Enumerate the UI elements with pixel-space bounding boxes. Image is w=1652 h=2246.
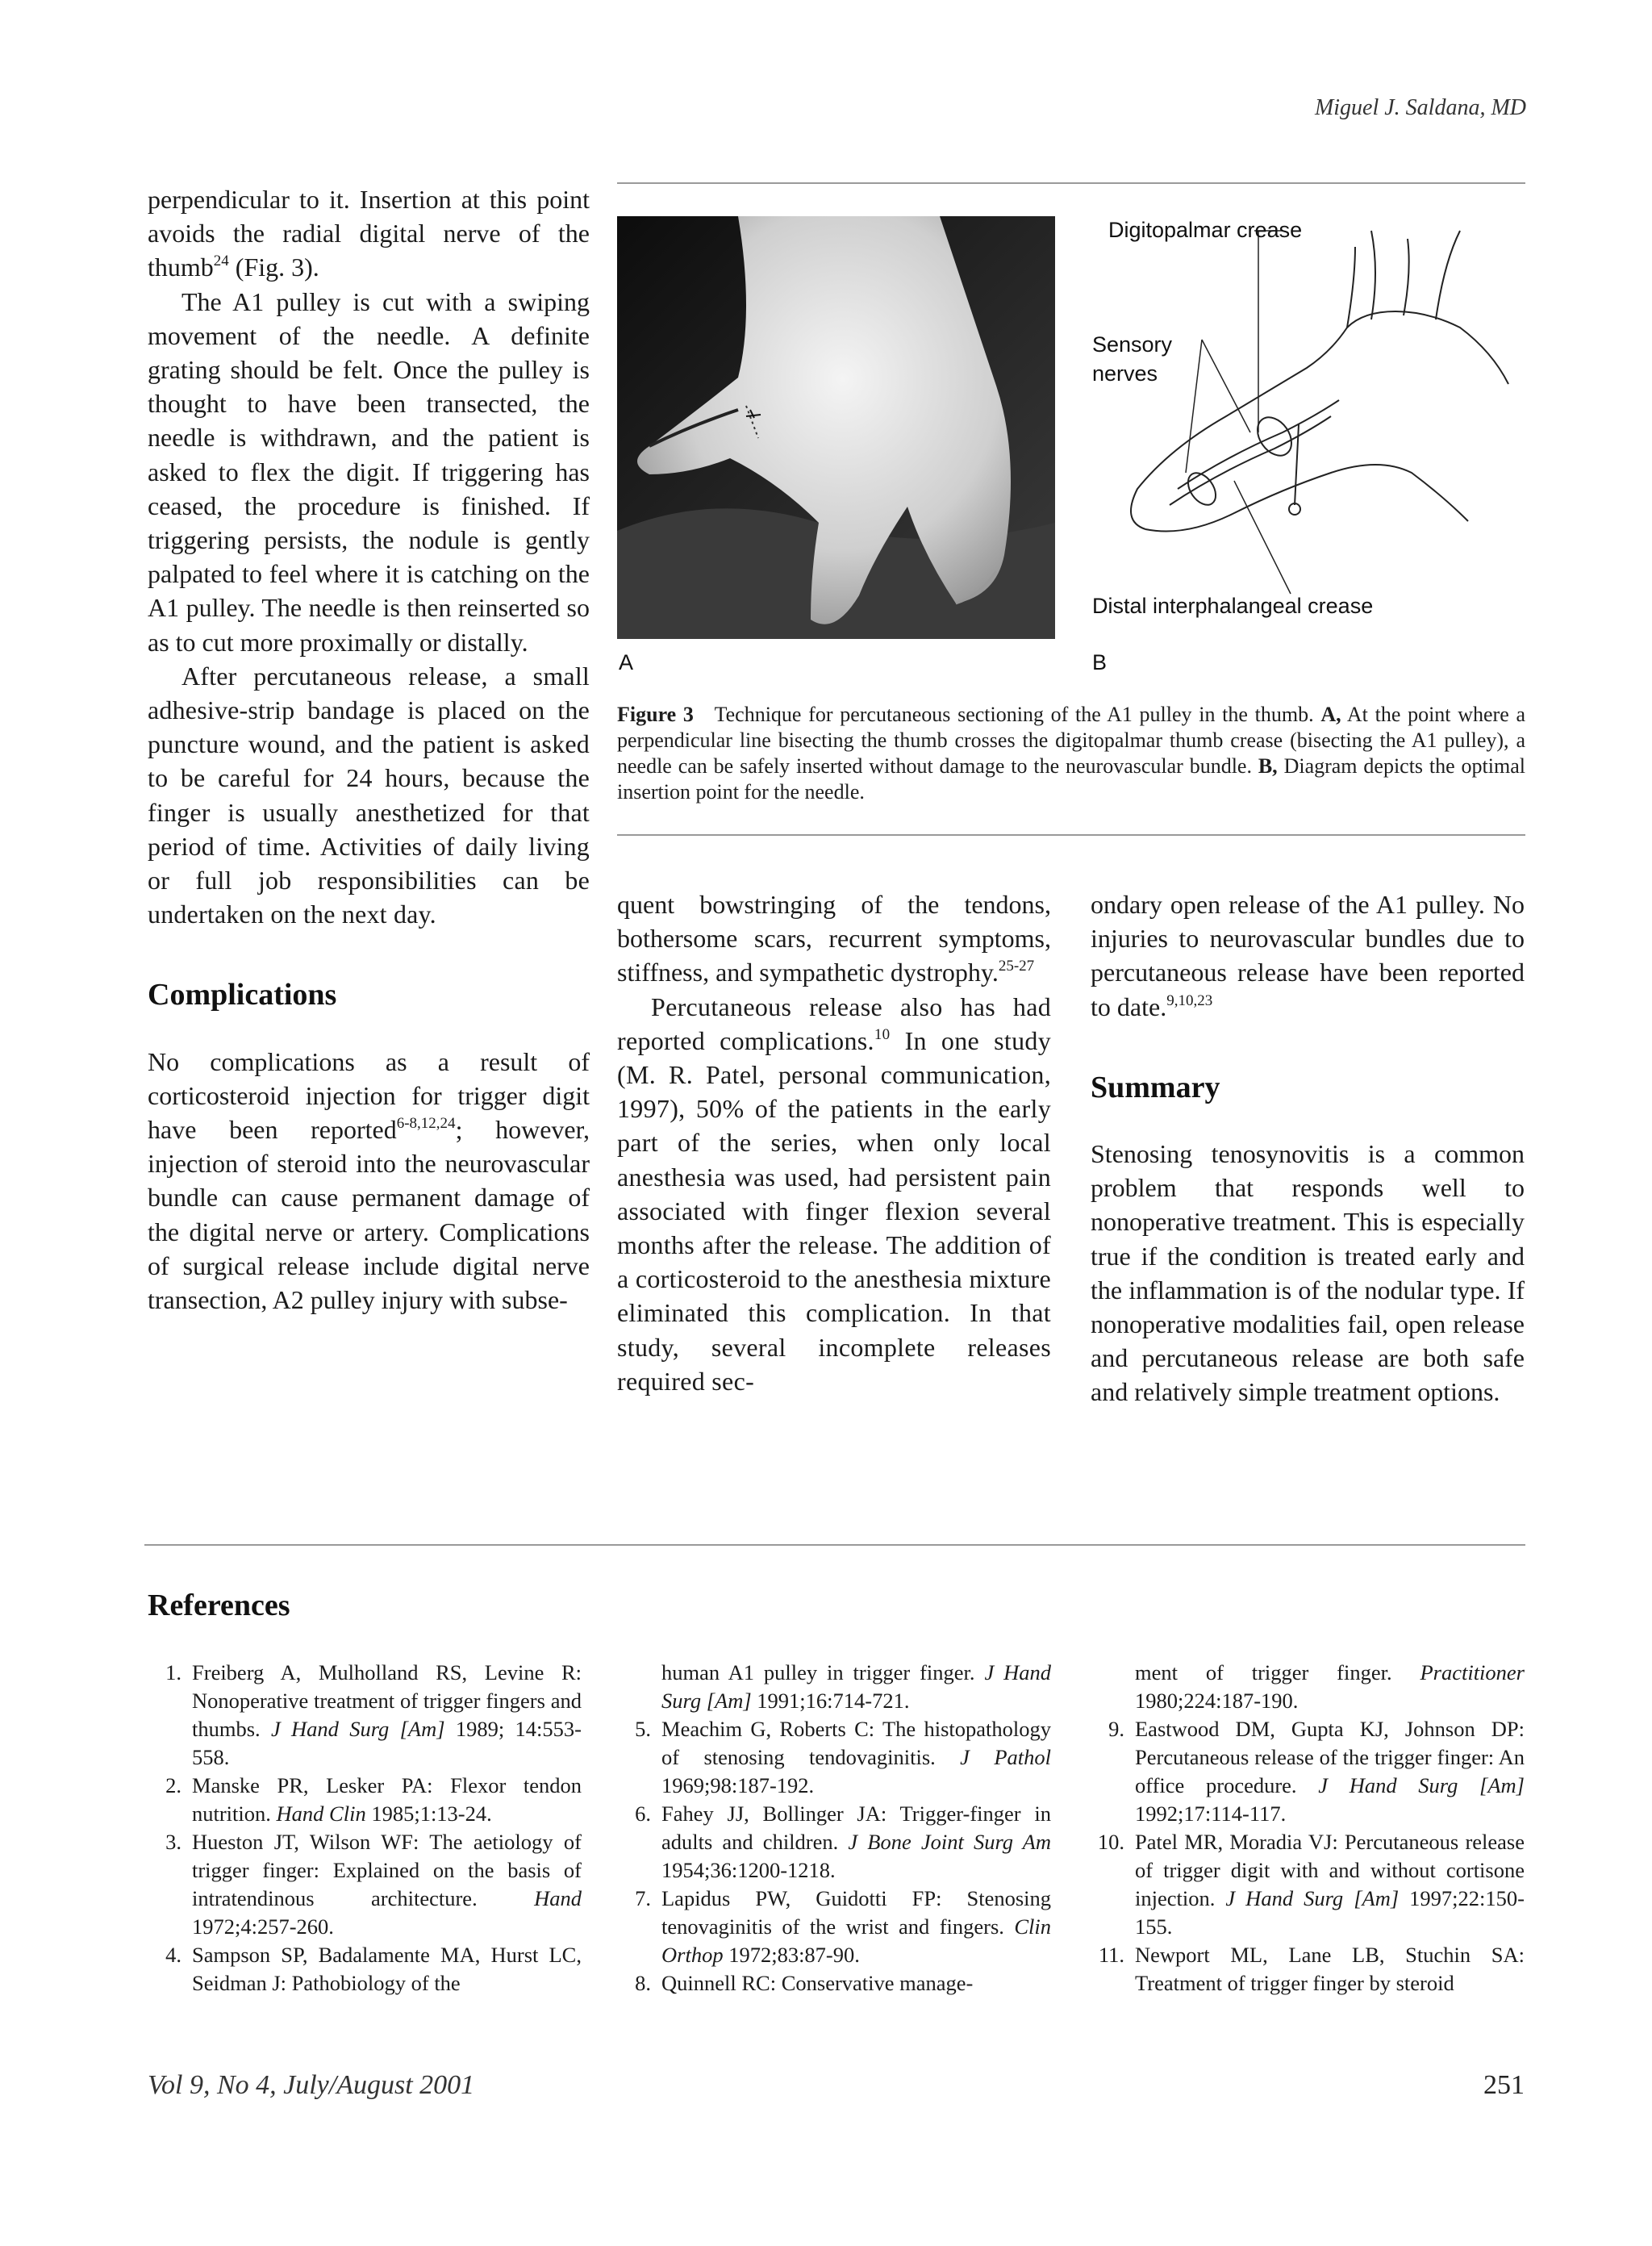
hand-photo-illustration — [617, 216, 1055, 639]
diagram-label-distal: Distal interphalangeal crease — [1092, 594, 1374, 618]
figure-panel-label-a: A — [619, 650, 634, 674]
reference-item: 7. Lapidus PW, Guidotti FP: Stenosing tenovaginitis of the wrist and fingers. Clin Orthop 1972;83:87-90. — [635, 1886, 1051, 1967]
diagram-label-digitopalmar: Digitopalmar crease — [1108, 218, 1303, 242]
reference-item: ment of trigger finger. Practitioner 1980;224:187-190. — [1135, 1660, 1525, 1713]
paragraph: After percutaneous release, a small adhesive-strip bandage is placed on the puncture wound, and the patient is asked to be careful for 24 hours, because the finger is usually anesthetized for that period of time. Activities of daily living or full job responsibilities can be undertaken on the next day. — [148, 661, 590, 929]
footer-journal-issue: Vol 9, No 4, July/August 2001 — [148, 2070, 475, 2100]
paragraph: The A1 pulley is cut with a swiping movement of the needle. A definite grating should be felt. Once the pulley is thought to have been transected, the needle is withdrawn, and the patient is asked to flex the digit. If triggering has ceased, the procedure is finished. If triggering persists, the nodule is gently palpated to feel where it is catching on the A1 pulley. The needle is then reinserted so as to cut more proximally or distally. — [148, 286, 590, 657]
figure-3a-photo — [617, 216, 1055, 639]
references-column-2 — [617, 1659, 1051, 1998]
section-heading-complications: Complications — [148, 978, 337, 1012]
figure-caption: Figure 3 Technique for percutaneous sectioning of the A1 pulley in the thumb. A, At the point where a perpendicular line bisecting the thumb crosses the digitopalmar thumb crease (bisecting the A1 pulley), a needle can be safely inserted without damage to the neurovascular bundle. B, Diagram depicts the optimal insertion point for the needle. — [617, 703, 1525, 804]
figure-bottom-rule — [617, 834, 1525, 836]
thumb-diagram-illustration — [1089, 215, 1525, 618]
running-header-author: Miguel J. Saldana, MD — [1314, 95, 1526, 120]
reference-item: 10. Patel MR, Moradia VJ: Percutaneous release of trigger digit with and without cortisone injection. J Hand Surg [Am] 1997;22:150-155. — [1097, 1830, 1525, 1939]
paragraph: Stenosing tenosynovitis is a common problem that responds well to nonoperative treatment. This is especially true if the condition is treated early and the inflammation is of the nodular type. If nonoperative modalities fail, open release and percutaneous release are both safe and relatively simple treatment options. — [1091, 1139, 1525, 1407]
paragraph: Percutaneous release also has had reported complications.$^{10}$ In one study (M. R. Patel, personal communication, 1997), 50% of the patients in the early part of the series, when only local anesthesia was used, had persistent pain associated with finger flexion several months after the release. The addition of a corticosteroid to the anesthesia mixture eliminated this complication. In that study, several incomplete releases required sec- — [617, 991, 1051, 1396]
reference-item: 5. Meachim G, Roberts C: The histopathology of stenosing tendovaginitis. J Pathol 1969;98:187-192. — [635, 1717, 1051, 1797]
figure-top-rule — [617, 182, 1525, 184]
reference-item: 8. Quinnell RC: Conservative manage- — [635, 1971, 974, 1995]
reference-item: 6. Fahey JJ, Bollinger JA: Trigger-finger in adults and children. J Bone Joint Surg Am 1954;36:1200-1218. — [635, 1801, 1052, 1882]
reference-item: 2. Manske PR, Lesker PA: Flexor tendon nutrition. Hand Clin 1985;1:13-24. — [165, 1773, 582, 1826]
reference-item: 3. Hueston JT, Wilson WF: The aetiology of trigger finger: Explained on the basis of intratendinous architecture. Hand 1972;4:257-260. — [165, 1830, 582, 1939]
reference-item: 1. Freiberg A, Mulholland RS, Levine R: Nonoperative treatment of trigger fingers and thumbs. J Hand Surg [Am] 1989; 14:553-558. — [165, 1660, 582, 1769]
reference-item: 11. Newport ML, Lane LB, Stuchin SA: Treatment of trigger finger by steroid — [1098, 1943, 1525, 1995]
references-column-3 — [1091, 1659, 1525, 1998]
diagram-label-nerves: nerves — [1092, 361, 1158, 386]
figure-panel-label-b: B — [1092, 650, 1108, 674]
reference-item: 9. Eastwood DM, Gupta KJ, Johnson DP: Percutaneous release of the trigger finger: An office procedure. J Hand Surg [Am] 1992;17:114-117. — [1108, 1717, 1525, 1826]
reference-item: 4. Sampson SP, Badalamente MA, Hurst LC, Seidman J: Pathobiology of the — [165, 1943, 582, 1995]
text-column-1 — [148, 182, 590, 1317]
section-heading-summary: Summary — [1091, 1070, 1220, 1104]
diagram-label-sensory: Sensory — [1092, 332, 1173, 357]
paragraph: quent bowstringing of the tendons, bothersome scars, recurrent symptoms, stiffness, and sympathetic dystrophy.$^{25-27}$ — [617, 890, 1051, 987]
paragraph: ondary open release of the A1 pulley. No injuries to neurovascular bundles due to percutaneous release have been reported to date.$^{9,10,23}$ — [1091, 890, 1525, 1021]
reference-item: human A1 pulley in trigger finger. J Hand Surg [Am] 1991;16:714-721. — [661, 1660, 1051, 1713]
references-column-1 — [148, 1659, 582, 1998]
section-heading-references: References — [148, 1588, 290, 1622]
text-column-3 — [1091, 887, 1525, 1409]
figure-3b-diagram — [1089, 215, 1525, 618]
references-top-rule — [144, 1544, 1525, 1546]
footer-page-number: 251 — [1483, 2070, 1525, 2100]
paragraph: perpendicular to it. Insertion at this point avoids the radial digital nerve of the thumb$^{24}$ (Fig. 3). — [148, 185, 590, 282]
paragraph: No complications as a result of corticosteroid injection for trigger digit have been reported$^{6-8,12,24}$; however, injection of steroid into the neurovascular bundle can cause permanent damage of the digital nerve or artery. Complications of surgical release include digital nerve transection, A2 pulley injury with subse- — [148, 1046, 590, 1315]
text-column-2 — [617, 887, 1051, 1398]
